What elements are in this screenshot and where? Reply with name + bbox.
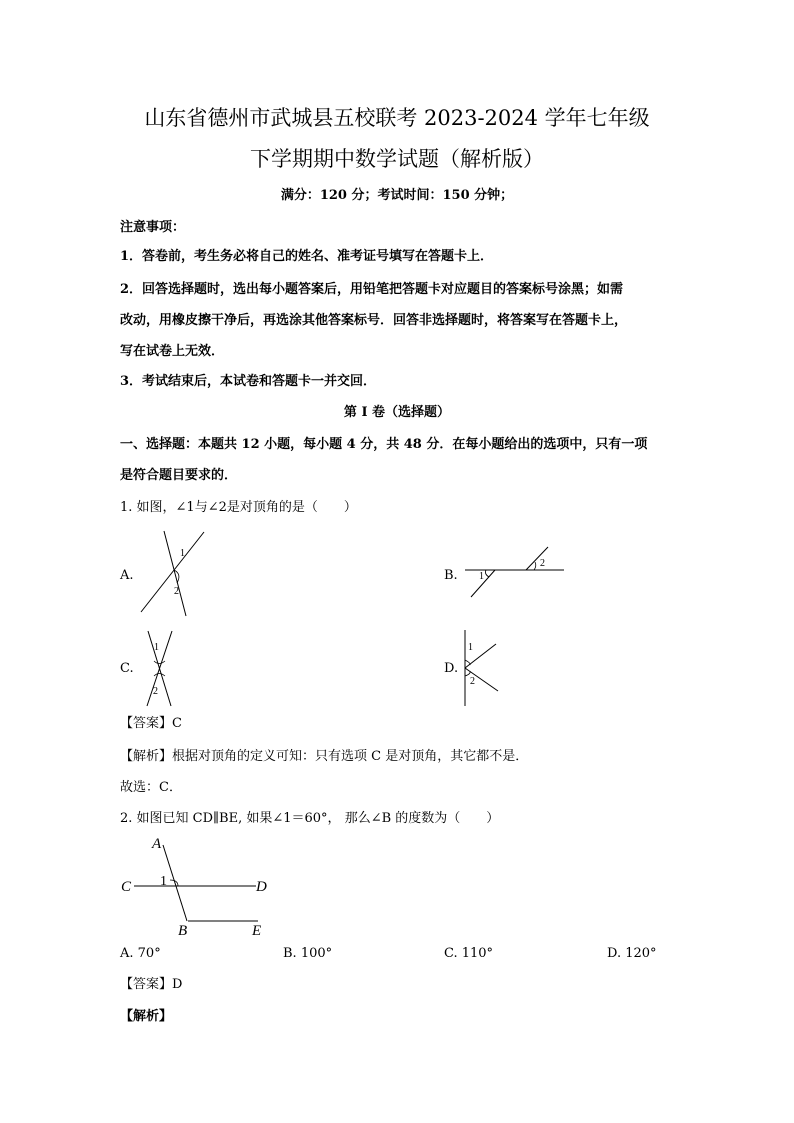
q1-conclusion: 故选：C． [120, 780, 182, 795]
q1-c-angle-1-label: 1 [154, 642, 159, 653]
q2-analysis: 【解析】 [120, 1009, 173, 1024]
q2-option-b: B. 100° [283, 946, 333, 961]
q2-option-d: D. 120° [607, 946, 657, 961]
q1-b-angle-1-label: 1 [479, 571, 484, 582]
q1-figure-a [138, 528, 208, 618]
q1-b-angle-2-label: 2 [540, 558, 545, 569]
q1-figure-c [138, 628, 182, 708]
notes-item-2-line-3: 写在试卷上无效． [120, 344, 225, 359]
q2-option-a: A. 70° [120, 946, 161, 961]
q1-c-angle-2-label: 2 [153, 686, 158, 697]
q2-option-c: C. 110° [444, 946, 494, 961]
q2-figure [118, 832, 278, 942]
title-line-1: 山东省德州市武城县五校联考 2023-2024 学年七年级 [144, 106, 650, 130]
q2-point-e: E [252, 923, 262, 939]
q1-option-a-label: A. [120, 568, 134, 583]
q1-d-angle-1-label: 1 [468, 642, 473, 653]
q1-a-angle-2-label: 2 [174, 586, 179, 597]
q1-answer: 【答案】C [120, 716, 182, 731]
section-intro-line-2: 是符合题目要求的． [120, 468, 238, 483]
title-line-2: 下学期期中数学试题（解析版） [250, 147, 544, 171]
q1-figure-b [462, 544, 572, 600]
notes-heading: 注意事项： [120, 220, 186, 235]
notes-item-2-line-1: 2．回答选择题时，选出每小题答案后，用铅笔把答题卡对应题目的答案标号涂黑；如需 [120, 282, 624, 297]
q2-point-c: C [121, 879, 132, 895]
q2-stem: 2. 如图已知 CD∥BE, 如果∠1＝60°， 那么∠B 的度数为（ ） [120, 811, 500, 826]
q1-stem: 1. 如图，∠1与∠2是对顶角的是（ ） [120, 500, 357, 515]
section-intro-line-1: 一、选择题：本题共 12 小题，每小题 4 分，共 48 分．在每小题给出的选项中，只有一项 [120, 437, 648, 452]
q1-option-b-label: B. [444, 568, 458, 583]
q2-point-a: A [152, 836, 162, 852]
notes-item-2-line-2: 改动，用橡皮擦干净后，再选涂其他答案标号．回答非选择题时，将答案写在答题卡上， [120, 313, 628, 328]
q2-point-b: B [178, 923, 188, 939]
exam-info: 满分：120 分；考试时间：150 分钟； [280, 188, 514, 203]
q2-answer: 【答案】D [120, 977, 183, 992]
q1-option-d-label: D. [444, 661, 459, 676]
q2-point-d: D [256, 879, 267, 895]
notes-item-1: 1．答卷前，考生务必将自己的姓名、准考证号填写在答题卡上． [120, 249, 494, 264]
notes-item-3: 3．考试结束后，本试卷和答题卡一并交回． [120, 374, 377, 389]
q1-d-angle-2-label: 2 [470, 676, 475, 687]
q1-figure-d [458, 628, 504, 708]
q1-analysis: 【解析】根据对顶角的定义可知：只有选项 C 是对顶角，其它都不是． [120, 749, 529, 764]
q1-option-c-label: C. [120, 661, 134, 676]
q1-a-angle-1-label: 1 [180, 548, 185, 559]
section-title: 第 I 卷（选择题） [343, 405, 451, 420]
q2-angle-1-label: 1 [160, 874, 167, 889]
